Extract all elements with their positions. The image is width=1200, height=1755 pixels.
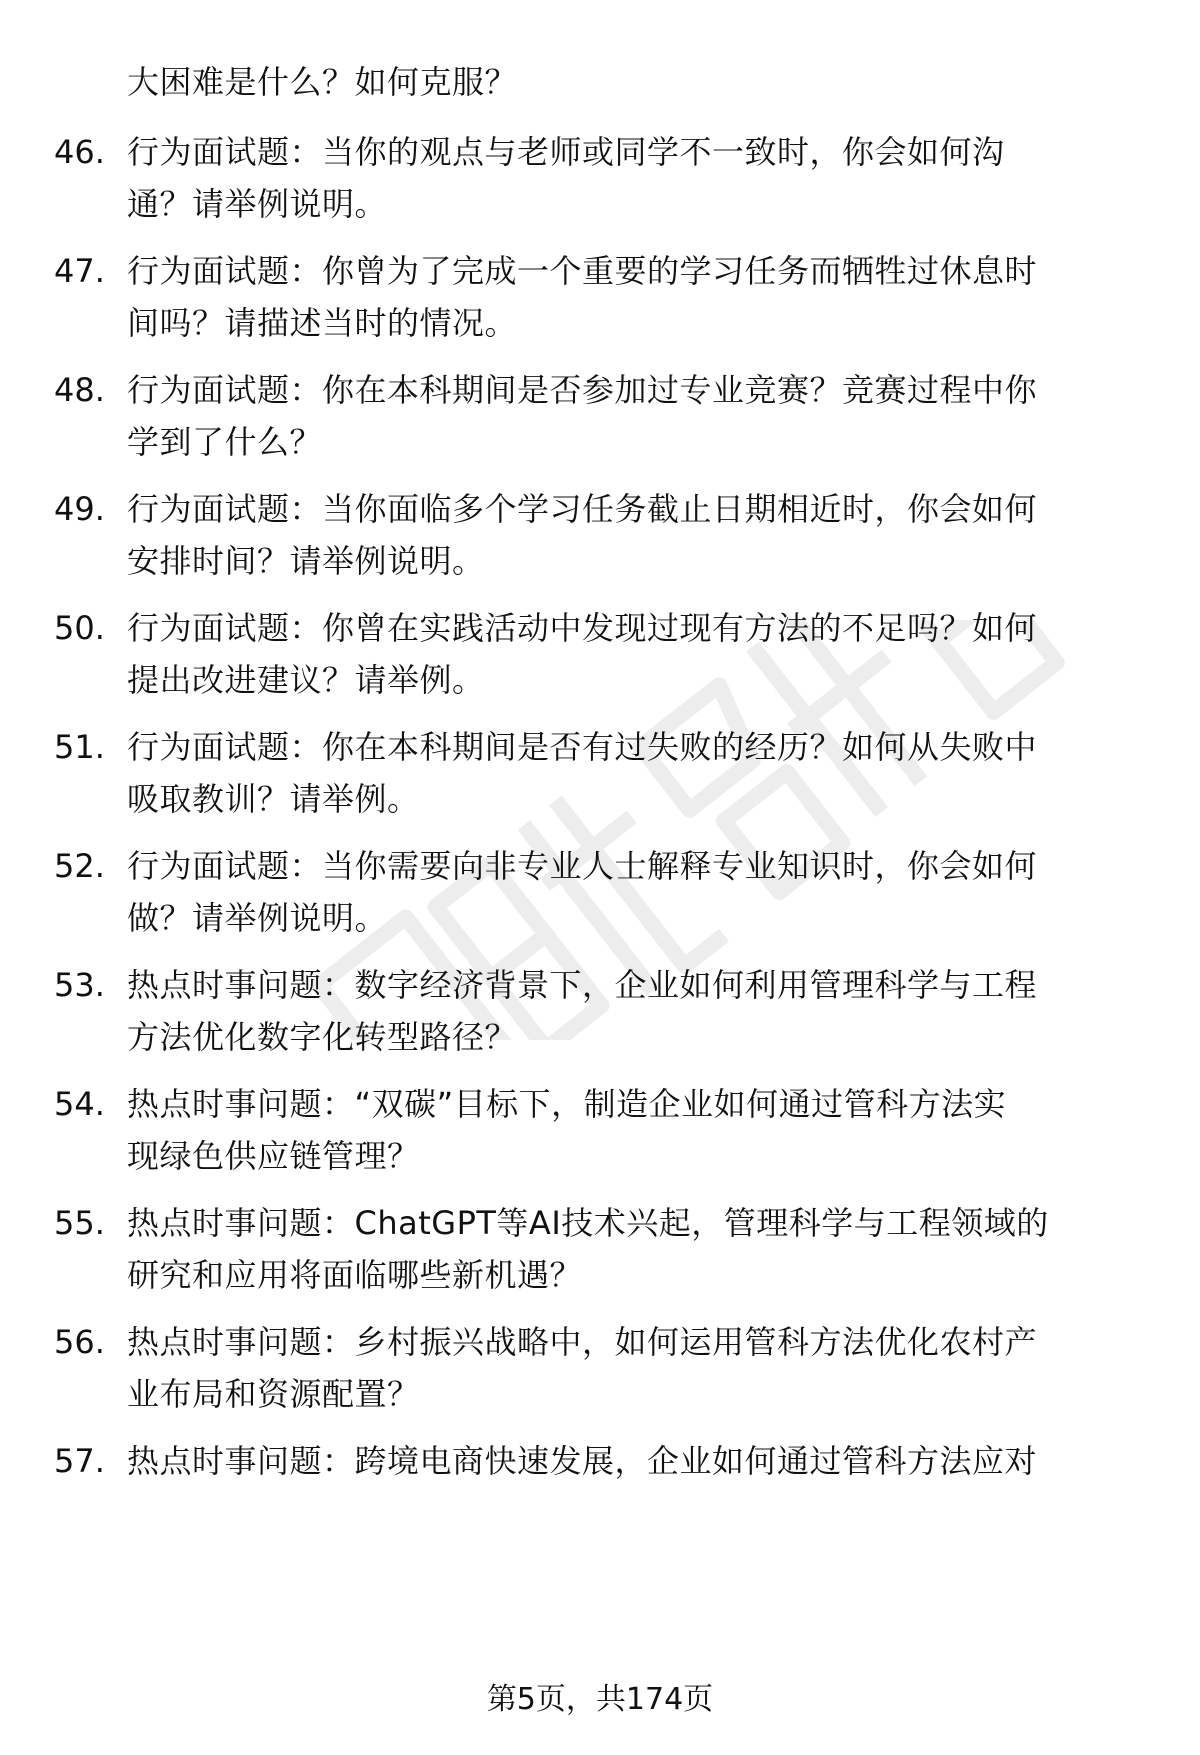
question-text-line: 间吗？请描述当时的情况。 (127, 304, 518, 342)
question-text-line: 热点时事问题：跨境电商快速发展，企业如何通过管科方法应对 (127, 1442, 1038, 1480)
question-text (127, 126, 1147, 230)
question-number: 46. (54, 133, 105, 171)
question-number: 47. (54, 252, 105, 290)
question-text-line: 热点时事问题：数字经济背景下，企业如何利用管理科学与工程 (127, 966, 1038, 1004)
question-text (127, 1316, 1147, 1420)
question-text-line: 做？请举例说明。 (127, 899, 388, 937)
question-text-line: 业布局和资源配置？ (127, 1375, 420, 1413)
question-number: 48. (54, 371, 105, 409)
question-text-line: 行为面试题：你在本科期间是否参加过专业竞赛？竞赛过程中你 (127, 371, 1038, 409)
question-number: 53. (54, 966, 105, 1004)
question-number: 49. (54, 490, 105, 528)
question-text (127, 245, 1147, 349)
question-text-line: 热点时事问题：“双碳”目标下，制造企业如何通过管科方法实 (127, 1085, 1007, 1123)
question-text (127, 602, 1147, 706)
question-text (127, 840, 1147, 944)
question-text-line: 现绿色供应链管理？ (127, 1137, 420, 1175)
question-text-line: 行为面试题：当你需要向非专业人士解释专业知识时，你会如何 (127, 847, 1038, 885)
question-text-line: 方法优化数字化转型路径？ (127, 1018, 518, 1056)
question-number: 50. (54, 609, 105, 647)
question-text-line: 通？请举例说明。 (127, 185, 388, 223)
question-text (127, 721, 1147, 825)
question-text-line: 安排时间？请举例说明。 (127, 542, 485, 580)
question-number: 52. (54, 847, 105, 885)
question-text (127, 959, 1147, 1063)
question-text (127, 1197, 1147, 1301)
question-text-line: 提出改进建议？请举例。 (127, 661, 485, 699)
question-text-line: 热点时事问题：ChatGPT等AI技术兴起，管理科学与工程领域的 (127, 1204, 1049, 1242)
question-text-line: 热点时事问题：乡村振兴战略中，如何运用管科方法优化农村产 (127, 1323, 1038, 1361)
question-number: 54. (54, 1085, 105, 1123)
question-text-line: 行为面试题：你曾在实践活动中发现过现有方法的不足吗？如何 (127, 609, 1038, 647)
question-text (127, 483, 1147, 587)
continuation-text: 大困难是什么？如何克服？ (127, 63, 518, 101)
question-text (127, 1078, 1147, 1182)
question-text-line: 行为面试题：当你的观点与老师或同学不一致时，你会如何沟 (127, 133, 1005, 171)
question-number: 57. (54, 1442, 105, 1480)
question-text (127, 1435, 1147, 1487)
question-text (127, 364, 1147, 468)
question-text-line: 学到了什么？ (127, 423, 323, 461)
question-text-line: 行为面试题：当你面临多个学习任务截止日期相近时，你会如何 (127, 490, 1038, 528)
question-text-line: 行为面试题：你在本科期间是否有过失败的经历？如何从失败中 (127, 728, 1038, 766)
question-number: 55. (54, 1204, 105, 1242)
question-text-line: 行为面试题：你曾为了完成一个重要的学习任务而牺牲过休息时 (127, 252, 1038, 290)
question-text-line: 吸取教训？请举例。 (127, 780, 420, 818)
page-footer: 第5页，共174页 (486, 1682, 714, 1717)
question-number: 56. (54, 1323, 105, 1361)
question-text-line: 研究和应用将面临哪些新机遇？ (127, 1256, 583, 1294)
question-number: 51. (54, 728, 105, 766)
